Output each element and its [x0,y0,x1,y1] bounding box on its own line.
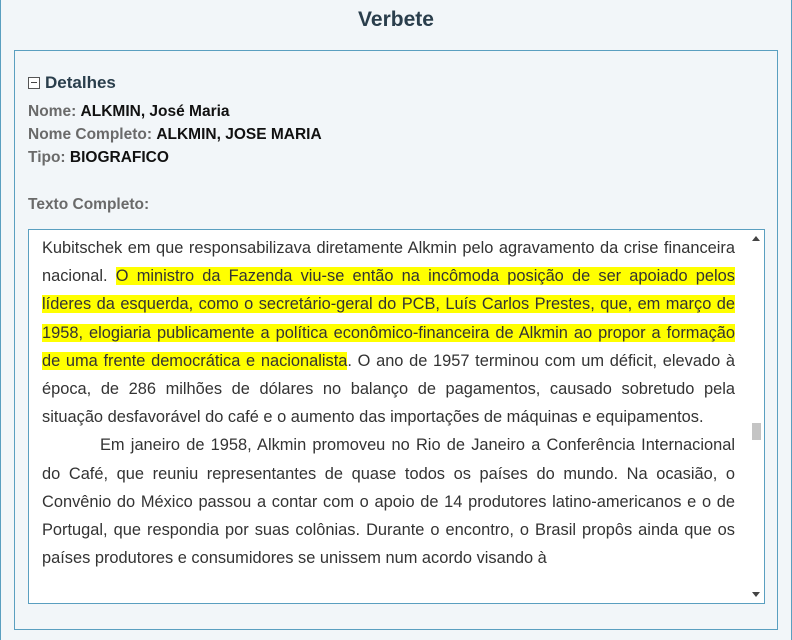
field-value: BIOGRAFICO [69,149,169,166]
field-label: Nome Completo: [28,126,152,143]
full-text-label: Texto Completo: [28,196,150,213]
arrow-down-icon[interactable] [752,592,760,597]
details-header-label: Detalhes [45,73,116,92]
paragraph: Em janeiro de 1958, Alkmin promoveu no Rio de Janeiro a Conferência Internacional do Café, que reuniu representantes de quase todos os países do mundo. Na ocasião, o Convênio do México passou a contar com o apoio de 14 produtores latino-americanos e o de Portugal, que respondia por suas colônias. Durante o encontro, o Brasil propôs ainda que os países produtores e consumidores se unissem num acordo visando à [42,436,735,568]
field-value: ALKMIN, JOSE MARIA [156,126,322,143]
paragraph [42,234,735,431]
arrow-up-icon[interactable] [752,236,760,241]
field-tipo [28,149,169,167]
field-value: ALKMIN, José Maria [80,103,230,120]
field-nome-completo [28,126,322,144]
scrollbar-thumb[interactable] [752,423,761,440]
full-text-box[interactable] [28,229,765,604]
field-nome [28,103,230,121]
page-title: Verbete [358,8,434,31]
vertical-scrollbar[interactable] [748,230,764,603]
field-label: Tipo: [28,149,66,166]
highlighted-text: O ministro da Fazenda viu-se então na incômoda posição de ser apoiado pelos líderes da esquerda, como o secretário-geral do PCB, Luís Carlos Prestes, que, em março de 1958, elogiaria publicamente a política econômico-financeira de Alkmin ao propor a formação de uma frente democrática e nacionalista [42,267,735,370]
field-label: Nome: [28,103,77,120]
details-panel [14,50,778,630]
full-text-content [42,234,735,572]
minus-square-icon[interactable] [28,77,40,89]
details-toggle[interactable] [28,73,116,93]
text-run: Kubitschek em que responsabilizava diretamente Alkmin pelo agravamento da crise financeira nacional. [42,239,735,286]
text-run: . O ano de 1957 terminou com um déficit, elevado à época, de 286 milhões de dólares no balanço de pagamentos, causado sobretudo pela situação desfavorável do café e o aumento das importações de máquinas e equipamentos. [42,351,735,427]
